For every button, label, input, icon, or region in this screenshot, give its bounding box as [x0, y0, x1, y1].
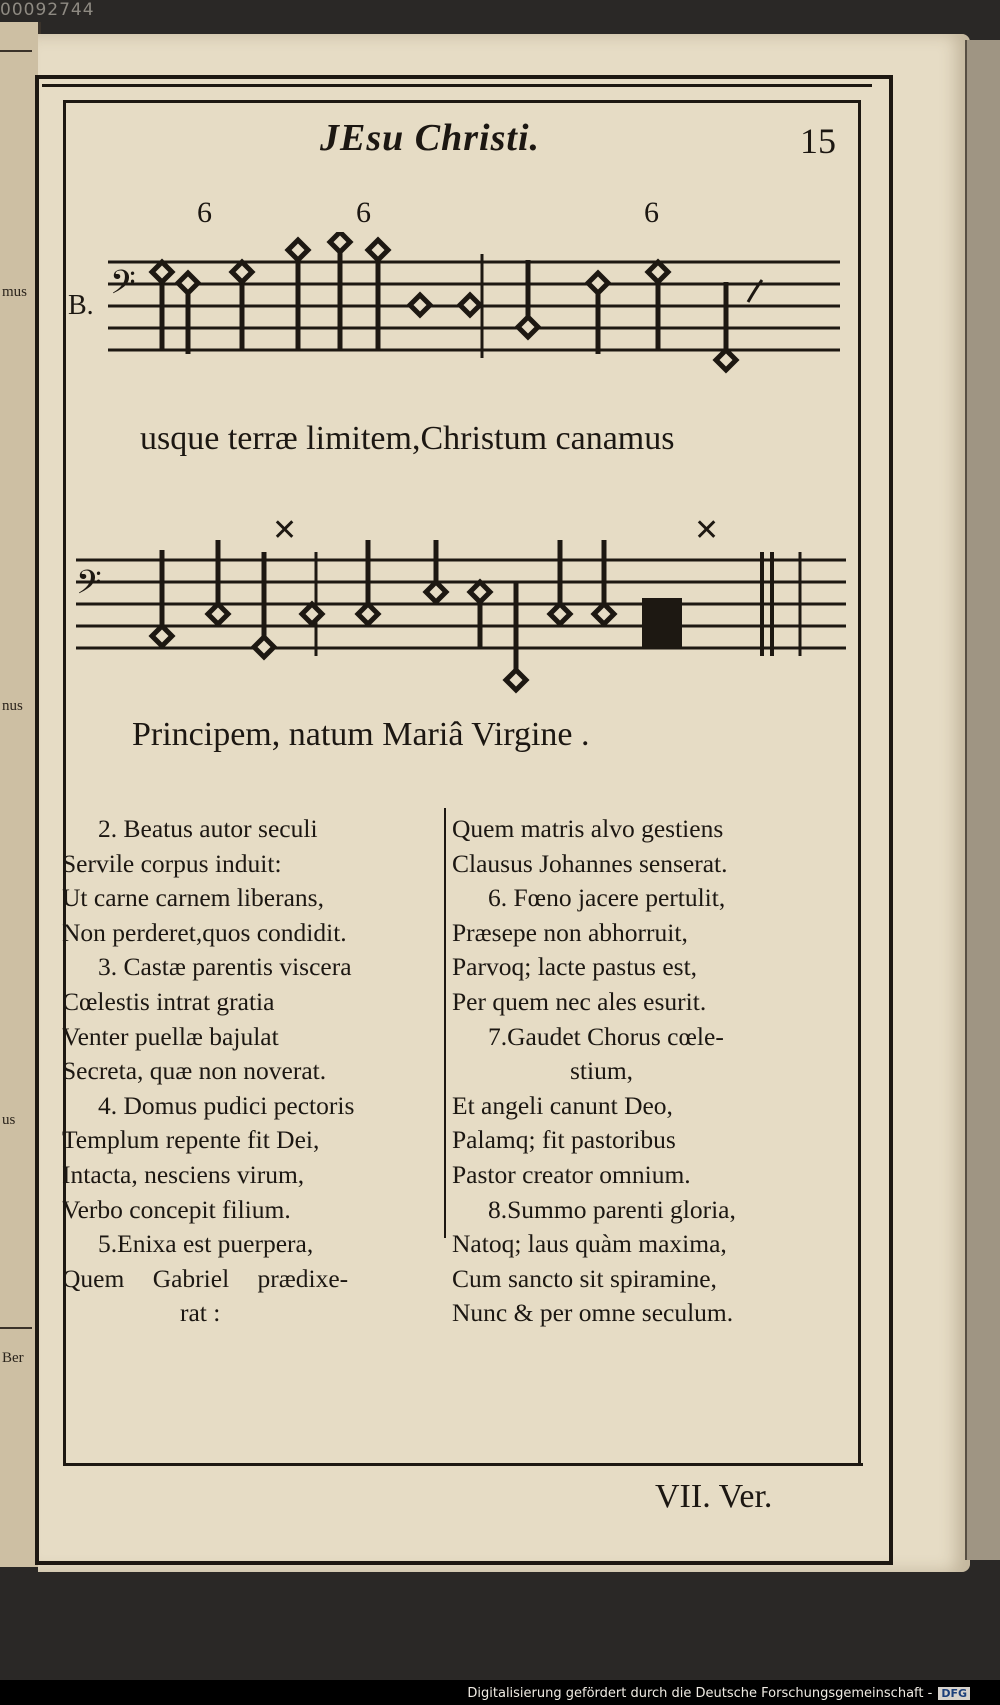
verse-line: Secreta, quæ non noverat. — [62, 1056, 327, 1086]
final-longa-icon — [642, 598, 682, 648]
note — [410, 295, 430, 315]
staff-lines — [76, 560, 846, 648]
note — [716, 350, 736, 370]
verse-line: Templum repente fit Dei, — [62, 1125, 320, 1155]
verse-line: Cœlestis intrat gratia — [62, 986, 275, 1016]
verse-line: 8.Summo parenti gloria, — [488, 1194, 736, 1224]
verse-line: stium, — [570, 1056, 634, 1086]
verse-line: Præsepe non abhorruit, — [452, 917, 688, 947]
verse-line: 4. Domus pudici pectoris — [98, 1090, 355, 1120]
left-page-fragment: nus — [2, 698, 23, 714]
note — [594, 604, 614, 624]
note — [302, 604, 322, 624]
dfg-logo: DFG — [938, 1687, 970, 1700]
figured-bass-numeral: 6 — [644, 196, 659, 229]
left-page-fragment: us — [2, 1112, 16, 1128]
note — [460, 295, 480, 315]
note — [648, 262, 668, 282]
note — [152, 626, 172, 646]
digitization-credit — [467, 1686, 970, 1701]
sharp-icon: ✕ — [694, 513, 720, 548]
note — [232, 262, 252, 282]
verse-line: Clausus Johannes senserat. — [452, 848, 728, 878]
note — [470, 582, 490, 602]
verse-line: 5.Enixa est puerpera, — [98, 1229, 314, 1259]
verse-line: Venter puellæ bajulat — [62, 1021, 279, 1051]
note — [358, 604, 378, 624]
hymn-right-column — [452, 812, 736, 1331]
verse-line: Palamq; fit pastoribus — [452, 1125, 676, 1155]
note — [506, 670, 526, 690]
note — [368, 240, 388, 260]
verse-line: Natoq; laus quàm maxima, — [452, 1229, 727, 1259]
verse-line: Non perderet,quos condidit. — [62, 917, 347, 947]
verse-line: Per quem nec ales esurit. — [452, 986, 707, 1016]
left-page-fragment: Ber — [2, 1350, 24, 1366]
note — [288, 240, 308, 260]
lyrics-line: usque terræ limitem,Christum canamus — [140, 420, 675, 457]
figured-bass-numeral: 6 — [197, 196, 212, 229]
verse-line: Cum sancto sit spiramine, — [452, 1263, 717, 1293]
credit-text: Digitalisierung gefördert durch die Deutsche Forschungsgemeinschaft - — [467, 1686, 933, 1701]
notes — [152, 540, 614, 690]
note — [152, 262, 172, 282]
note — [518, 317, 538, 337]
bass-clef-icon: 𝄢 — [110, 264, 136, 310]
left-page-fragment: mus — [2, 284, 28, 300]
verse-line: Ut carne carnem liberans, — [62, 883, 324, 913]
note — [330, 232, 350, 252]
verse-line: 3. Castæ parentis viscera — [98, 952, 352, 982]
verse-line: Pastor creator omnium. — [452, 1159, 691, 1189]
verse-line: 7.Gaudet Chorus cœle- — [488, 1021, 724, 1051]
verse-line: 2. Beatus autor seculi — [98, 814, 318, 843]
verse-line: Et angeli canunt Deo, — [452, 1090, 673, 1120]
note — [550, 604, 570, 624]
verse-line: Quem matris alvo gestiens — [452, 814, 724, 843]
hymn-left-column — [62, 812, 354, 1331]
lyrics-line: Principem, natum Mariâ Virgine . — [132, 716, 590, 753]
figured-bass-numeral: 6 — [356, 196, 371, 229]
verse-line: Quem Gabriel prædixe- — [62, 1263, 349, 1293]
sharp-icon: ✕ — [272, 513, 298, 548]
note — [426, 582, 446, 602]
verse-line: rat : — [180, 1298, 221, 1328]
note — [178, 273, 198, 293]
verse-line: Nunc & per omne seculum. — [452, 1298, 734, 1328]
voice-label: B. — [68, 290, 94, 321]
note — [208, 604, 228, 624]
column-divider — [444, 808, 446, 1238]
music-staff-1 — [100, 232, 840, 422]
footer-rule — [63, 1463, 863, 1466]
verse-line: Servile corpus induit: — [62, 848, 282, 878]
verse-line: Parvoq; lacte pastus est, — [452, 952, 698, 982]
top-rule — [42, 84, 872, 87]
catchword: VII. Ver. — [655, 1478, 773, 1515]
verse-line: 6. Fœno jacere pertulit, — [488, 883, 726, 913]
page-edge — [965, 40, 1000, 1560]
scan-id: 00092744 — [0, 0, 95, 20]
bass-clef-icon: 𝄢 — [76, 564, 102, 610]
divider — [0, 1327, 32, 1329]
divider — [0, 50, 32, 52]
note — [588, 273, 608, 293]
page-number: 15 — [800, 121, 836, 161]
note — [254, 637, 274, 657]
music-staff-2 — [76, 510, 846, 710]
verse-line: Verbo concepit filium. — [62, 1194, 291, 1224]
verse-line: Intacta, nesciens virum, — [62, 1159, 305, 1189]
page-title: JEsu Christi. — [320, 117, 540, 159]
